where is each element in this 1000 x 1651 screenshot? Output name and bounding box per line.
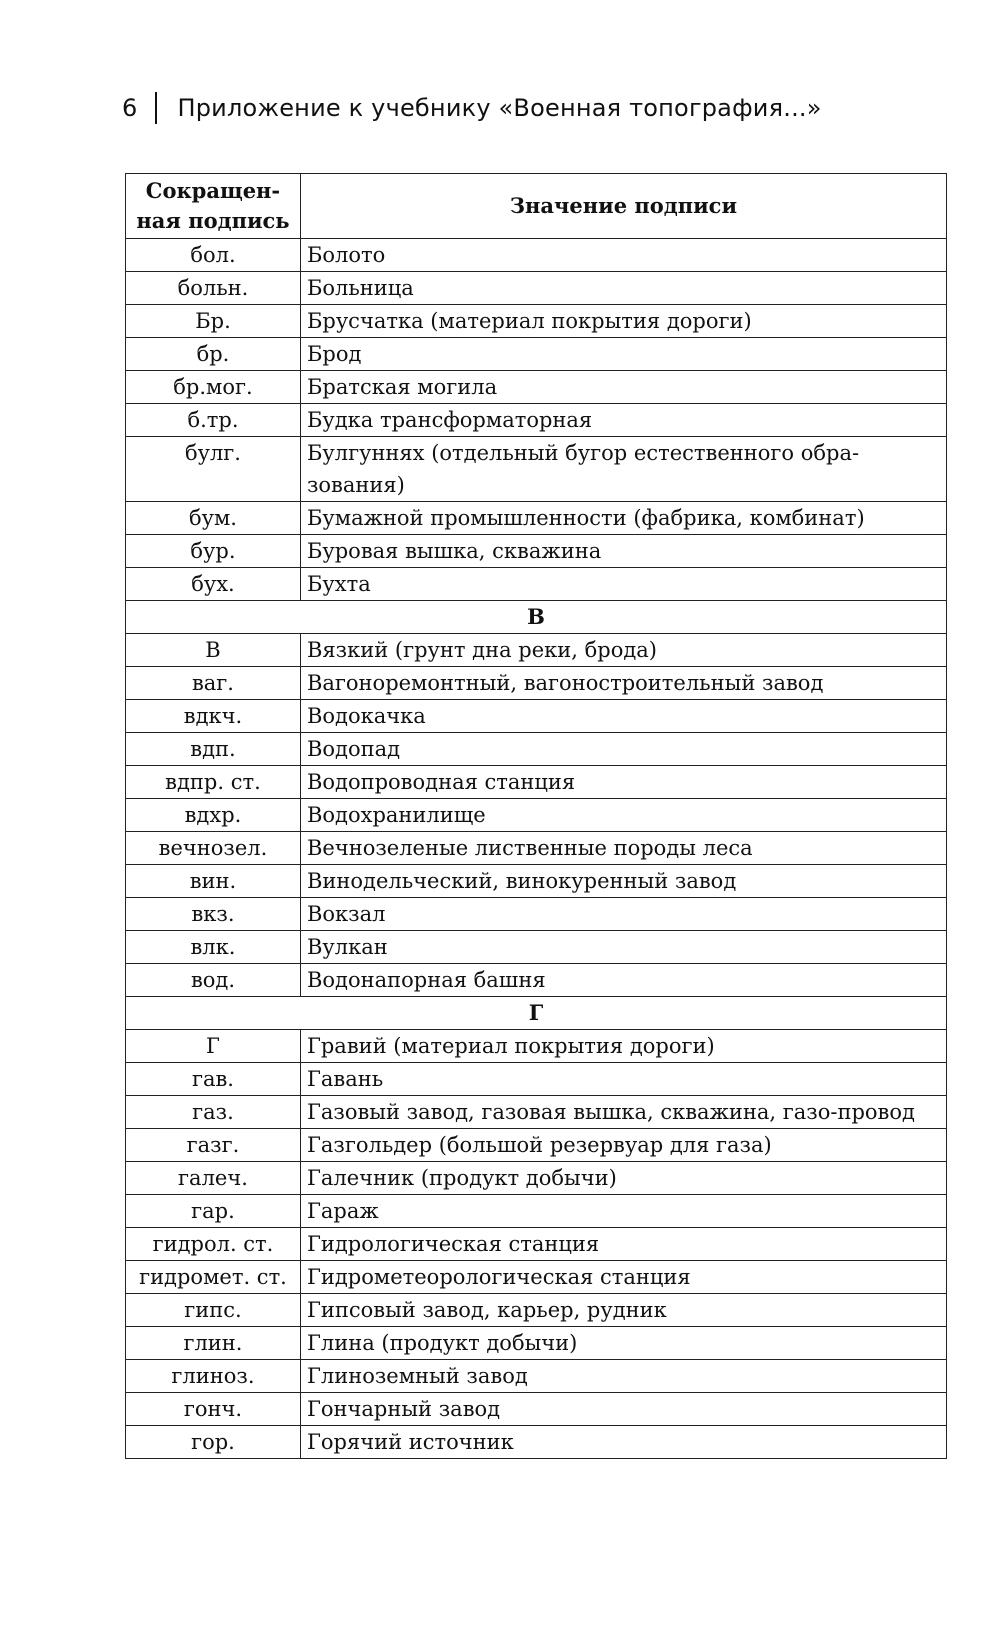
table-row	[126, 667, 947, 700]
meaning-cell: Брод	[300, 338, 946, 371]
abbreviation-cell: галеч.	[126, 1162, 301, 1195]
abbreviation-cell: гонч.	[126, 1393, 301, 1426]
meaning-cell: Горячий источник	[300, 1426, 946, 1459]
abbreviation-cell: бур.	[126, 535, 301, 568]
table-row	[126, 1195, 947, 1228]
meaning-cell: Водокачка	[300, 700, 946, 733]
table-row	[126, 700, 947, 733]
table-row	[126, 305, 947, 338]
table-row	[126, 404, 947, 437]
table-row	[126, 1162, 947, 1195]
table-row	[126, 733, 947, 766]
table-row	[126, 1294, 947, 1327]
table-row	[126, 1030, 947, 1063]
table-row	[126, 865, 947, 898]
abbreviation-cell: вкз.	[126, 898, 301, 931]
table-row	[126, 1360, 947, 1393]
abbreviation-cell: бр.	[126, 338, 301, 371]
abbreviation-cell: вдкч.	[126, 700, 301, 733]
table-body	[126, 239, 947, 1459]
meaning-cell: Гараж	[300, 1195, 946, 1228]
abbreviation-cell: вдхр.	[126, 799, 301, 832]
meaning-cell: Вечнозеленые лиственные породы леса	[300, 832, 946, 865]
page-header	[122, 92, 822, 124]
abbreviation-cell: глин.	[126, 1327, 301, 1360]
table-row	[126, 272, 947, 305]
abbreviation-cell: гидрол. ст.	[126, 1228, 301, 1261]
abbreviation-cell: Г	[126, 1030, 301, 1063]
abbreviation-cell: бр.мог.	[126, 371, 301, 404]
meaning-cell: Будка трансформаторная	[300, 404, 946, 437]
abbreviation-cell: б.тр.	[126, 404, 301, 437]
meaning-cell: Вагоноремонтный, вагоностроительный завод	[300, 667, 946, 700]
section-letter: В	[126, 601, 947, 634]
meaning-cell: Булгуннях (отдельный бугор естественного обра-зования)	[300, 437, 946, 502]
meaning-cell: Глина (продукт добычи)	[300, 1327, 946, 1360]
meaning-cell: Братская могила	[300, 371, 946, 404]
abbreviation-cell: гор.	[126, 1426, 301, 1459]
meaning-cell: Глиноземный завод	[300, 1360, 946, 1393]
table-row	[126, 535, 947, 568]
meaning-cell: Галечник (продукт добычи)	[300, 1162, 946, 1195]
table-row	[126, 1393, 947, 1426]
abbreviation-cell: глиноз.	[126, 1360, 301, 1393]
table-row	[126, 239, 947, 272]
abbreviation-cell: вечнозел.	[126, 832, 301, 865]
abbreviation-cell: ваг.	[126, 667, 301, 700]
table-row	[126, 568, 947, 601]
abbreviation-cell: бол.	[126, 239, 301, 272]
table-row	[126, 1063, 947, 1096]
table-row	[126, 1261, 947, 1294]
book-title: Приложение к учебнику «Военная топография...»	[177, 94, 822, 122]
meaning-cell: Буровая вышка, скважина	[300, 535, 946, 568]
meaning-cell: Гравий (материал покрытия дороги)	[300, 1030, 946, 1063]
table-row	[126, 832, 947, 865]
abbreviation-cell: Бр.	[126, 305, 301, 338]
table-row	[126, 1129, 947, 1162]
abbreviation-cell: вин.	[126, 865, 301, 898]
table-row	[126, 799, 947, 832]
abbreviation-cell: газг.	[126, 1129, 301, 1162]
meaning-cell: Газгольдер (большой резервуар для газа)	[300, 1129, 946, 1162]
table-row	[126, 898, 947, 931]
abbreviation-table	[125, 173, 947, 1459]
meaning-cell: Вязкий (грунт дна реки, брода)	[300, 634, 946, 667]
abbreviation-cell: гидромет. ст.	[126, 1261, 301, 1294]
table-row	[126, 634, 947, 667]
abbreviation-cell: бум.	[126, 502, 301, 535]
column-header-abbreviation: Сокращен-ная подпись	[126, 174, 301, 239]
meaning-cell: Гипсовый завод, карьер, рудник	[300, 1294, 946, 1327]
meaning-cell: Бухта	[300, 568, 946, 601]
table-row	[126, 437, 947, 502]
abbreviation-cell: влк.	[126, 931, 301, 964]
table-row	[126, 371, 947, 404]
abbreviation-cell: больн.	[126, 272, 301, 305]
meaning-cell: Гидрологическая станция	[300, 1228, 946, 1261]
section-row	[126, 601, 947, 634]
meaning-cell: Газовый завод, газовая вышка, скважина, газо-провод	[300, 1096, 946, 1129]
meaning-cell: Вокзал	[300, 898, 946, 931]
table-row	[126, 1096, 947, 1129]
abbreviation-cell: вдпр. ст.	[126, 766, 301, 799]
meaning-cell: Гавань	[300, 1063, 946, 1096]
abbreviation-cell: бух.	[126, 568, 301, 601]
abbreviation-cell: гав.	[126, 1063, 301, 1096]
page-number: 6	[122, 94, 138, 122]
table-header-row	[126, 174, 947, 239]
meaning-cell: Водопроводная станция	[300, 766, 946, 799]
table-row	[126, 1327, 947, 1360]
abbreviation-cell: гипс.	[126, 1294, 301, 1327]
abbreviation-cell: гар.	[126, 1195, 301, 1228]
table-row	[126, 766, 947, 799]
meaning-cell: Бумажной промышленности (фабрика, комбинат)	[300, 502, 946, 535]
table-row	[126, 964, 947, 997]
table-row	[126, 1228, 947, 1261]
meaning-cell: Болото	[300, 239, 946, 272]
table-row	[126, 338, 947, 371]
table-row	[126, 502, 947, 535]
abbreviation-cell: булг.	[126, 437, 301, 502]
abbreviation-cell: вдп.	[126, 733, 301, 766]
abbreviation-cell: вод.	[126, 964, 301, 997]
meaning-cell: Водонапорная башня	[300, 964, 946, 997]
meaning-cell: Вулкан	[300, 931, 946, 964]
abbreviation-cell: газ.	[126, 1096, 301, 1129]
table-row	[126, 1426, 947, 1459]
meaning-cell: Водохранилище	[300, 799, 946, 832]
meaning-cell: Винодельческий, винокуренный завод	[300, 865, 946, 898]
meaning-cell: Гончарный завод	[300, 1393, 946, 1426]
abbreviation-cell: В	[126, 634, 301, 667]
meaning-cell: Водопад	[300, 733, 946, 766]
table-row	[126, 931, 947, 964]
section-row	[126, 997, 947, 1030]
meaning-cell: Гидрометеорологическая станция	[300, 1261, 946, 1294]
header-separator	[155, 92, 157, 124]
meaning-cell: Брусчатка (материал покрытия дороги)	[300, 305, 946, 338]
column-header-meaning: Значение подписи	[300, 174, 946, 239]
meaning-cell: Больница	[300, 272, 946, 305]
section-letter: Г	[126, 997, 947, 1030]
